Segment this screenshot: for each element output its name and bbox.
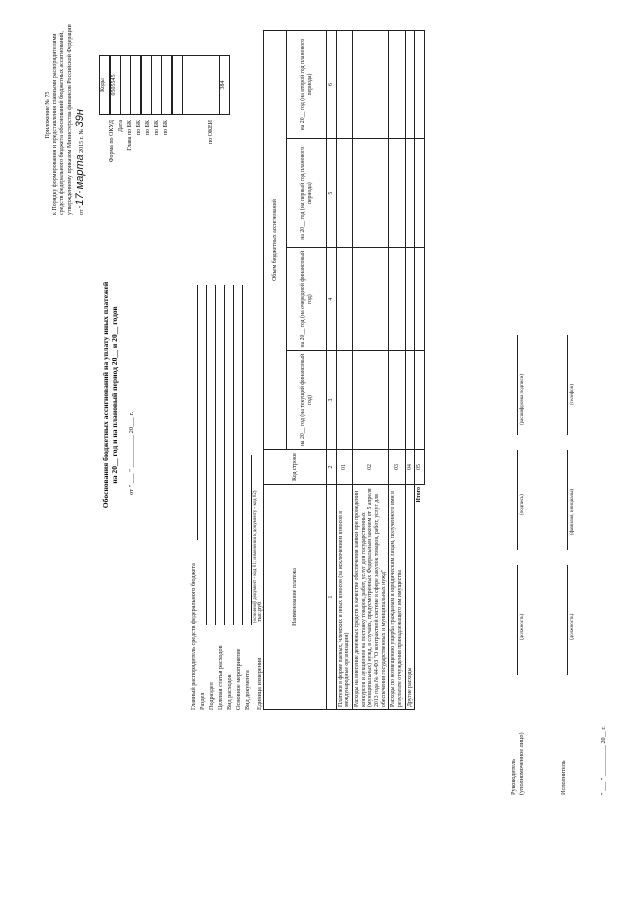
signature-date-line: " ___ " __________ 20__ г.: [600, 726, 607, 795]
unit-value: тыс.руб: [256, 601, 263, 622]
head-decoding-caption: (расшифровка подписи): [520, 373, 525, 425]
code-label-bk-4: по БК: [163, 120, 169, 136]
col-header-volume: Объем бюджетных ассигнований: [264, 31, 287, 450]
total-code: 05: [415, 450, 425, 485]
head-signature-caption: (подпись): [520, 494, 525, 515]
cell[interactable]: [352, 31, 388, 139]
code-label-bk-1: по БК: [136, 120, 142, 136]
cell[interactable]: [415, 248, 425, 351]
title-line-1: Обоснования бюджетных ассигнований на уплату иных платежей: [101, 281, 110, 509]
col-header-y4: на 20__ год (на второй год планового периода): [287, 31, 327, 139]
executor-position-caption: (должность): [570, 613, 575, 640]
code-label-date: Дата: [118, 120, 124, 132]
executor-phone-line[interactable]: [560, 335, 568, 435]
table-row: [336, 31, 352, 710]
field-line-section[interactable]: [199, 285, 207, 625]
cell[interactable]: [415, 351, 425, 450]
table-row: [352, 31, 388, 710]
head-sublabel: (уполномоченное лицо): [518, 732, 525, 795]
field-label-section: Раздел: [199, 692, 206, 710]
field-line-subsection[interactable]: [208, 285, 216, 625]
cell[interactable]: [336, 248, 352, 351]
field-label-expense-type: Вид расходов: [226, 674, 233, 710]
row-code: 01: [336, 450, 352, 485]
col-numbers-row: 1 2 3 4 5 6: [327, 31, 337, 710]
field-label-subsection: Подраздел: [208, 682, 215, 710]
table-row: [405, 31, 415, 710]
table-row: [389, 31, 405, 710]
row-name: Другие расходы: [405, 485, 415, 710]
field-label-target: Целевая статья расходов: [217, 645, 224, 710]
field-line-target[interactable]: [217, 285, 225, 625]
cell[interactable]: [389, 139, 405, 248]
cell[interactable]: [415, 139, 425, 248]
executor-name-caption: (фамилия, инициалы): [570, 488, 575, 535]
row-code: 03: [389, 450, 405, 485]
col-header-y3: на 20__ год (на первый год планового периода): [287, 139, 327, 248]
head-decoding-line[interactable]: [510, 335, 518, 435]
code-okei: 384: [219, 55, 230, 115]
cell[interactable]: [389, 248, 405, 351]
cell[interactable]: [405, 248, 415, 351]
cell[interactable]: [352, 351, 388, 450]
executor-phone-caption: (телефон): [570, 384, 575, 405]
codes-box: [100, 55, 230, 115]
field-label-gr: Главный распорядитель средств федерального бюджета: [190, 563, 197, 710]
cell[interactable]: [389, 31, 405, 139]
row-name: Расходы по возмещению ущерба гражданам и юридическим лицам, полученного ими в результате отчуждения принадлежащего им имущества: [389, 485, 405, 710]
payments-table: [263, 30, 425, 710]
cell[interactable]: [405, 351, 415, 450]
handwritten-number: 39н: [73, 109, 86, 128]
doc-type-hint: (основной документ - код 01; изменения к документу - код 02): [253, 490, 258, 623]
field-line-gr[interactable]: [190, 285, 198, 540]
table-row-total: [415, 31, 425, 710]
handwritten-month: марта: [73, 154, 86, 190]
executor-name-line[interactable]: [560, 450, 568, 550]
cell[interactable]: [352, 248, 388, 351]
head-position-caption: (должность): [520, 613, 525, 640]
cell[interactable]: [336, 139, 352, 248]
unit-label: Единица измерения: [256, 657, 263, 710]
field-line-expense-type[interactable]: [226, 285, 234, 625]
form-title: [102, 185, 119, 605]
cell[interactable]: [336, 351, 352, 450]
title-line-2: на 20__ год и на плановый период 20__ и 20__ годов: [109, 306, 119, 484]
form-date-line: от " ___ " __________ 20___ г.: [128, 411, 135, 495]
cell[interactable]: [336, 31, 352, 139]
code-label-okei: по ОКЕИ: [208, 120, 214, 145]
codes-header: Коды: [99, 55, 110, 115]
code-label-bk-2: по БК: [145, 120, 151, 136]
handwritten-day: 17: [73, 193, 86, 206]
col-header-y1: на 20__ год (на текущий финансовый год): [287, 351, 327, 450]
cell[interactable]: [352, 139, 388, 248]
appendix-header: [45, 15, 87, 215]
code-blank: [182, 55, 220, 115]
total-label: Итого: [415, 485, 425, 710]
cell[interactable]: [415, 31, 425, 139]
executor-position-line[interactable]: [560, 565, 568, 675]
row-code: 02: [352, 450, 388, 485]
field-label-main-event: Основное мероприятие: [235, 648, 242, 710]
col-header-name: Наименование платежа: [264, 485, 327, 710]
field-line-main-event[interactable]: [235, 285, 243, 625]
cell[interactable]: [405, 31, 415, 139]
field-label-doc-type: Вид документа: [244, 670, 251, 710]
executor-label: Исполнитель: [560, 760, 567, 795]
field-line-doc-type[interactable]: [244, 455, 252, 625]
row-code: 04: [405, 450, 415, 485]
cell[interactable]: [389, 351, 405, 450]
col-header-code: Код строки: [264, 450, 327, 485]
code-label-glava: Глава по БК: [127, 120, 133, 151]
head-label: Руководитель: [510, 759, 517, 795]
code-form: 0505545: [110, 55, 121, 115]
row-name: Платежи в форме паевых, членских и иных взносов (за исключением взносов в международные организации): [336, 485, 352, 710]
row-name: Расходы на внесение денежных средств в качестве обеспечения заявки при проведении конкурсов и аукционов на поставку товаров, работ, услуг для государственных (муниципальных) нужд, в случаях, предусмотренных Федеральным законом от 5 апреля 2013 года № 44-ФЗ "О контрактной системе в сфере закупок товаров, работ, услуг для обеспечения государственных и муниципальных нужд": [352, 485, 388, 710]
code-label-bk-3: по БК: [154, 120, 160, 136]
head-position-line[interactable]: [510, 565, 518, 675]
col-header-y2: на 20__ год (на очередной финансовый год): [287, 248, 327, 351]
head-signature-line[interactable]: [510, 450, 518, 550]
appendix-annotation: к Порядку формирования и представления главными распорядителями средств федерального бюджета обоснований бюджетных ассигнований, утвержденному приказом Министерства финансов Российской Федерации: [52, 24, 73, 215]
appendix-date: от "17" марта 2015 г. № 39н: [73, 109, 86, 215]
cell[interactable]: [405, 139, 415, 248]
appendix-number: Приложение № 75: [45, 91, 51, 139]
code-label-form: Форма по ОКУД: [109, 120, 115, 163]
